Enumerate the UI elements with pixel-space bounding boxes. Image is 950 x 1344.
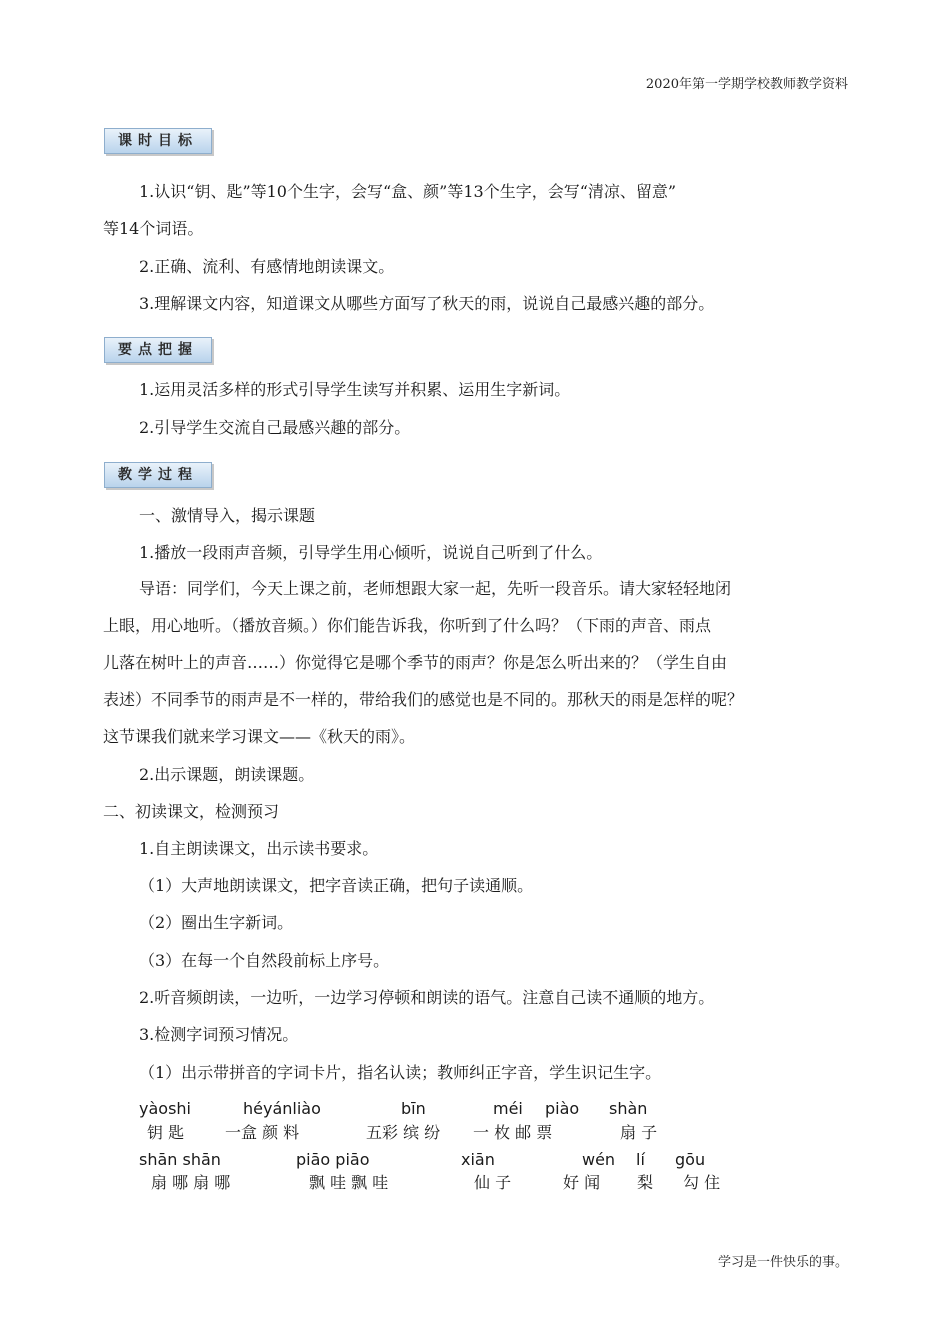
- process-line: 表述）不同季节的雨声是不一样的，带给我们的感觉也是不同的。那秋天的雨是怎样的呢？: [103, 690, 744, 709]
- card-chars: 五彩 缤 纷: [366, 1123, 441, 1142]
- process-heading-1: 一、激情导入，揭示课题: [139, 506, 316, 525]
- card-chars: 飘 哇 飘 哇: [309, 1173, 389, 1192]
- page-header: 2020年第一学期学校教师教学资料: [645, 77, 848, 92]
- card-chars: 钥 匙: [147, 1123, 185, 1142]
- process-line: 儿落在树叶上的声音……）你觉得它是哪个季节的雨声？你是怎么听出来的？（学生自由: [103, 653, 728, 672]
- process-line: 2.出示课题，朗读课题。: [139, 765, 315, 784]
- process-line: 1.播放一段雨声音频，引导学生用心倾听，说说自己听到了什么。: [139, 543, 603, 562]
- process-line: （3）在每一个自然段前标上序号。: [139, 951, 390, 970]
- process-line: 导语：同学们，今天上课之前，老师想跟大家一起，先听一段音乐。请大家轻轻地闭: [139, 579, 732, 598]
- process-line: （2）圈出生字新词。: [139, 913, 294, 932]
- card-chars: 梨: [637, 1173, 654, 1192]
- section-badge-process: 教学过程: [104, 462, 212, 488]
- card-chars: 勾 住: [683, 1173, 721, 1192]
- card-pinyin: piāo piāo: [296, 1150, 370, 1169]
- card-chars: 一 枚 邮 票: [473, 1123, 553, 1142]
- goal-item-1: 1.认识“钥、匙”等10个生字，会写“盒、颜”等13个生字，会写“清凉、留意”: [139, 182, 677, 201]
- keypoint-item-1: 1.运用灵活多样的形式引导学生读写并积累、运用生字新词。: [139, 380, 571, 399]
- process-line: 这节课我们就来学习课文——《秋天的雨》。: [103, 727, 416, 746]
- process-line: 上眼，用心地听。（播放音频。）你们能告诉我，你听到了什么吗？（下雨的声音、雨点: [103, 616, 712, 635]
- card-pinyin: yàoshi: [139, 1099, 191, 1118]
- card-pinyin: gōu: [675, 1150, 706, 1169]
- card-chars: 仙 子: [474, 1173, 512, 1192]
- process-line: 3.检测字词预习情况。: [139, 1025, 299, 1044]
- process-line: 2.听音频朗读，一边听，一边学习停顿和朗读的语气。注意自己读不通顺的地方。: [139, 988, 715, 1007]
- keypoint-item-2: 2.引导学生交流自己最感兴趣的部分。: [139, 418, 411, 437]
- process-heading-2: 二、初读课文，检测预习: [103, 802, 280, 821]
- card-pinyin: shān shān: [139, 1150, 221, 1169]
- card-chars: 扇 子: [620, 1123, 658, 1142]
- card-pinyin: shàn: [609, 1099, 648, 1118]
- card-chars: 好 闻: [563, 1173, 601, 1192]
- card-chars: 扇 哪 扇 哪: [151, 1173, 231, 1192]
- process-line: 1.自主朗读课文，出示读书要求。: [139, 839, 379, 858]
- card-pinyin: bīn: [401, 1099, 426, 1118]
- section-badge-goals: 课时目标: [104, 128, 212, 154]
- process-line: （1）大声地朗读课文，把字音读正确，把句子读通顺。: [139, 876, 534, 895]
- card-pinyin: wén: [582, 1150, 616, 1169]
- card-pinyin: héyánliào: [243, 1099, 321, 1118]
- process-line: （1）出示带拼音的字词卡片，指名认读；教师纠正字音，学生识记生字。: [139, 1063, 662, 1082]
- card-pinyin: méi: [493, 1099, 523, 1118]
- card-chars: 一盒 颜 料: [225, 1123, 300, 1142]
- card-pinyin: piào: [545, 1099, 580, 1118]
- goal-item-2: 2.正确、流利、有感情地朗读课文。: [139, 257, 395, 276]
- goal-item-3: 3.理解课文内容，知道课文从哪些方面写了秋天的雨，说说自己最感兴趣的部分。: [139, 294, 715, 313]
- section-badge-keypoints: 要点把握: [104, 337, 212, 363]
- page-footer: 学习是一件快乐的事。: [717, 1255, 848, 1270]
- card-pinyin: lí: [636, 1150, 645, 1169]
- goal-item-1-cont: 等14个词语。: [103, 219, 204, 238]
- card-pinyin: xiān: [461, 1150, 495, 1169]
